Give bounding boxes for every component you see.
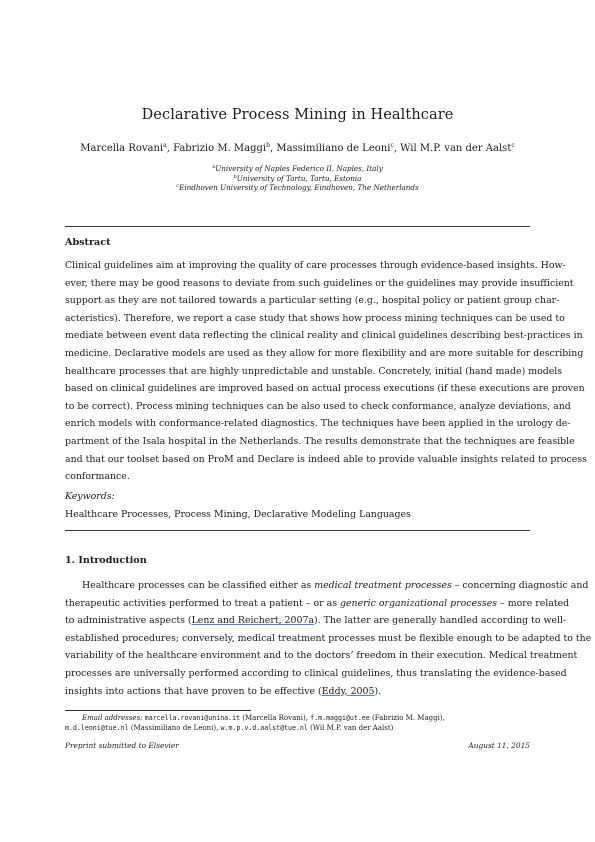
preprint-note: Preprint submitted to Elsevier xyxy=(65,741,179,750)
abstract-line: support as they are not tailored towards a particular setting (e.g., hospital policy or patient group char- xyxy=(65,295,560,307)
abstract-body xyxy=(65,257,587,486)
affiliation: $^c$Eindhoven University of Technology, Eindhoven, The Netherlands xyxy=(176,183,419,192)
intro-line: Healthcare processes can be classified either as medical treatment processes – concerning diagnostic and xyxy=(82,580,589,591)
footnote-email-line: Email addresses: marcella.rovani@unina.it (Marcella Rovani), f.m.maggi@ut.ee (Fabrizio M. Maggi), xyxy=(82,714,445,722)
abstract-heading: Abstract xyxy=(65,237,111,248)
intro-line: insights into actions that have proven to be effective (Eddy, 2005). xyxy=(65,685,382,697)
citation-link[interactable]: Lenz and Reichert, 2007a xyxy=(191,615,315,627)
section-heading-introduction: 1. Introduction xyxy=(65,555,147,566)
affiliation: $^b$University of Tartu, Tartu, Estonia xyxy=(233,174,362,183)
author: Massimiliano de Leoni$^c$, xyxy=(276,142,401,154)
intro-line: variability of the healthcare environment and to the doctors’ freedom in their execution. Medical treatment xyxy=(65,650,578,662)
keywords-list: Healthcare Processes, Process Mining, Declarative Modeling Languages xyxy=(65,509,411,520)
paper-title: Declarative Process Mining in Healthcare xyxy=(141,107,454,123)
intro-line: to administrative aspects (Lenz and Reichert, 2007a). The latter are generally handled according to well- xyxy=(65,615,567,627)
abstract-line: mediate between event data reflecting the clinical reality and clinical guidelines describing best-practices in xyxy=(65,330,583,342)
intro-line: processes are universally performed according to clinical guidelines, thus translating the evidence-based xyxy=(65,667,567,679)
intro-line: therapeutic activities performed to treat a patient – or as generic organizational processes – more related xyxy=(65,597,570,609)
abstract-line: based on clinical guidelines are improved based on actual process executions (if these executions are proven xyxy=(65,383,585,395)
keywords-heading: Keywords: xyxy=(65,491,115,502)
abstract-line: Clinical guidelines aim at improving the quality of care processes through evidence-based insights. How- xyxy=(65,260,566,271)
introduction-body xyxy=(65,577,592,700)
abstract-line: partment of the Isala hospital in the Netherlands. The results demonstrate that the techniques are feasible xyxy=(65,435,575,447)
email-link[interactable]: marcella.rovani@unina.it xyxy=(144,714,241,722)
abstract-line: ever, there may be good reasons to deviate from such guidelines or the guidelines may provide insufficient xyxy=(65,277,574,289)
abstract-line: healthcare processes that are highly unpredictable and unstable. Concretely, initial (hand made) models xyxy=(65,365,563,377)
abstract-line: acteristics). Therefore, we report a case study that shows how process mining techniques can be used to xyxy=(65,312,565,324)
footnote-label: Email addresses: xyxy=(82,714,143,722)
abstract-line: medicine. Declarative models are used as they allow for more flexibility and are more suitable for describing xyxy=(65,347,584,359)
abstract-top-rule xyxy=(65,226,530,227)
abstract-line: conformance. xyxy=(65,471,130,483)
intro-line: established procedures; conversely, medical treatment processes must be flexible enough to be adapted to the xyxy=(65,632,592,644)
email-link[interactable]: f.m.maggi@ut.ee xyxy=(310,714,370,722)
footnote-rule xyxy=(65,710,251,711)
footnote-email-line: m.d.leoni@tue.nl (Massimiliano de Leoni), w.m.p.v.d.aalst@tue.nl (Wil M.P. van der Aalst) xyxy=(65,724,394,732)
affiliation: $^a$University of Naples Federico II, Naples, Italy xyxy=(212,164,383,173)
author: Wil M.P. van der Aalst$^c$ xyxy=(400,142,515,154)
abstract-line: enrich models with conformance-related diagnostics. The techniques have been applied in the urology de- xyxy=(65,418,571,430)
abstract-line: to be correct). Process mining techniques can be also used to check conformance, analyze deviations, and xyxy=(65,400,571,412)
citation-link[interactable]: Eddy, 2005 xyxy=(321,685,375,697)
author: Marcella Rovani$^a$, xyxy=(80,142,174,154)
author: Fabrizio M. Maggi$^b$, xyxy=(173,142,277,154)
abstract-line: and that our toolset based on ProM and Declare is indeed able to provide valuable insights related to process xyxy=(65,453,587,465)
abstract-bottom-rule xyxy=(65,530,530,531)
email-link[interactable]: m.d.leoni@tue.nl xyxy=(65,724,129,732)
email-link[interactable]: w.m.p.v.d.aalst@tue.nl xyxy=(220,724,308,732)
author-list xyxy=(0,142,595,154)
date-note: August 11, 2015 xyxy=(468,741,530,750)
